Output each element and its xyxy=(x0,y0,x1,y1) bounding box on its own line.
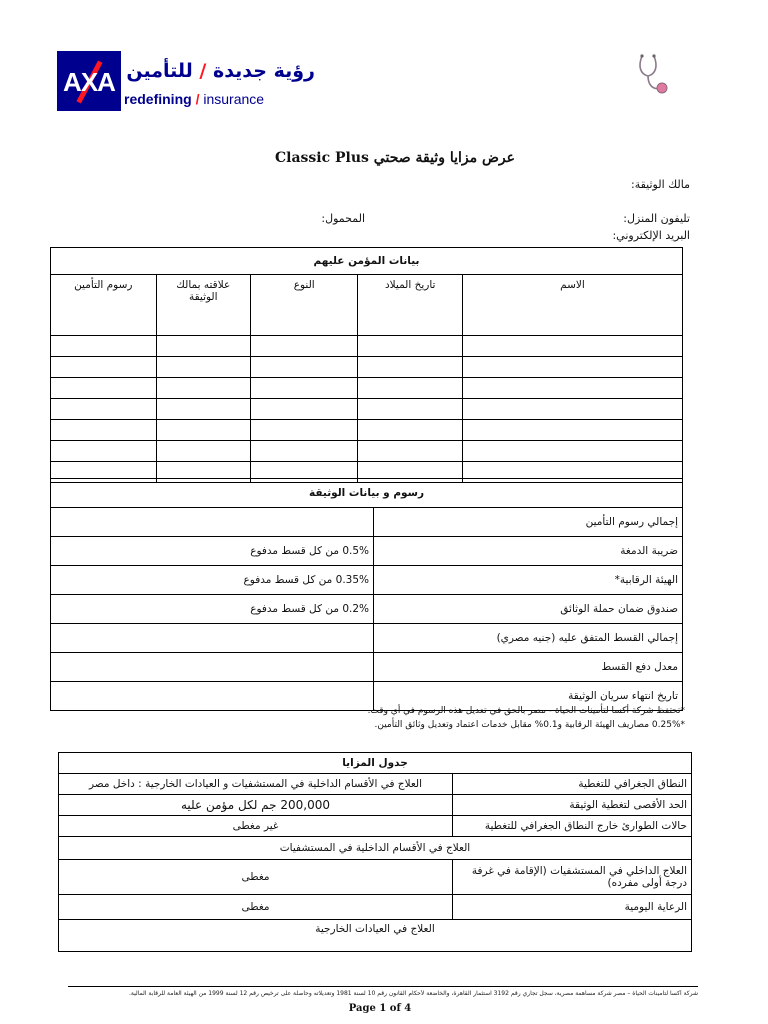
inpatient-section: العلاج في الأقسام الداخلية في المستشفيات xyxy=(59,837,692,860)
insured-table-title: بيانات المؤمن عليهم xyxy=(51,248,683,275)
table-row xyxy=(51,566,683,595)
benefits-table xyxy=(58,752,692,952)
table-row xyxy=(59,816,692,837)
table-row xyxy=(59,860,692,895)
benefit-label: الرعاية اليومية xyxy=(453,895,692,920)
col-dob: تاريخ الميلاد xyxy=(358,275,462,336)
outpatient-section: العلاج في العيادات الخارجية xyxy=(59,920,692,952)
benefit-value: 200,000 جم لكل مؤمن عليه xyxy=(59,795,453,816)
home-phone-label: تليفون المنزل: xyxy=(623,212,690,225)
benefit-value: مغطى xyxy=(59,860,453,895)
benefit-value: مغطى xyxy=(59,895,453,920)
table-row xyxy=(51,508,683,537)
table-row xyxy=(51,420,683,441)
benefit-label: العلاج الداخلي في المستشفيات (الإقامة في غرفة درجة أولى مفرده) xyxy=(453,860,692,895)
table-row xyxy=(51,357,683,378)
table-row xyxy=(51,653,683,682)
fee-value: 0.2% من كل قسط مدفوع xyxy=(51,595,374,624)
slogan-en-part2: insurance xyxy=(203,91,265,107)
benefit-value: غير مغطى xyxy=(59,816,453,837)
fee-value[interactable] xyxy=(51,653,374,682)
fee-label: صندوق ضمان حملة الوثائق xyxy=(374,595,683,624)
footer-divider xyxy=(68,986,698,987)
document-title: عرض مزايا وثيقة صحتي Classic Plus xyxy=(275,150,515,166)
slogan-ar-part1: رؤية جديدة xyxy=(212,60,315,82)
slogan-ar-part2: للتأمين xyxy=(126,60,193,82)
fees-note-1: *تحتفظ شركة أكسا لتأمينات الحياة - مصر بالحق في تعديل هذه الرسوم في أي وقت. xyxy=(367,706,685,716)
benefit-value: العلاج في الأقسام الداخلية في المستشفيات و العيادات الخارجية : داخل مصر xyxy=(59,774,453,795)
slogan-en-part1: redefining xyxy=(124,91,192,107)
fee-label: تاريخ انتهاء سريان الوثيقة xyxy=(374,682,683,711)
fees-note-2: *0.25% مصاريف الهيئة الرقابية و0.1% مقابل خدمات اعتماد وتعديل وثائق التأمين. xyxy=(374,720,685,730)
fee-label: معدل دفع القسط xyxy=(374,653,683,682)
table-row xyxy=(51,624,683,653)
slogan-slash: / xyxy=(199,60,207,82)
fee-label: إجمالي القسط المتفق عليه (جنيه مصري) xyxy=(374,624,683,653)
table-row xyxy=(59,795,692,816)
table-row xyxy=(51,336,683,357)
table-row xyxy=(51,537,683,566)
owner-label: مالك الوثيقة: xyxy=(630,178,690,191)
benefit-label: حالات الطوارئ خارج النطاق الجغرافي للتغطية xyxy=(453,816,692,837)
fee-value[interactable] xyxy=(51,508,374,537)
table-row xyxy=(51,441,683,462)
table-row xyxy=(51,595,683,624)
fee-label: إجمالي رسوم التأمين xyxy=(374,508,683,537)
benefits-table-title: جدول المزايا xyxy=(59,753,692,774)
footer-legal: شركة أكسا لتأمينات الحياة – مصر شركة مساهمة مصرية، سجل تجاري رقم 3192 استثمار القاهرة، والخاضعة لأحكام القانون رقم 10 لسنة 1981 وتعديلاته وحاصلة على ترخيص رقم 12 لسنة 1999 من الهيئة العامة للرقابة المالية. xyxy=(128,990,698,997)
benefit-label: الحد الأقصى لتغطية الوثيقة xyxy=(453,795,692,816)
slogan-arabic xyxy=(125,60,315,82)
axa-logo xyxy=(57,51,121,111)
stethoscope-icon xyxy=(634,52,674,98)
fees-table xyxy=(50,478,683,711)
insured-table xyxy=(50,247,683,483)
fees-table-title: رسوم و بيانات الوثيقة xyxy=(51,479,683,508)
fee-label: ضريبة الدمغة xyxy=(374,537,683,566)
fee-value: 0.35% من كل قسط مدفوع xyxy=(51,566,374,595)
fee-value: 0.5% من كل قسط مدفوع xyxy=(51,537,374,566)
col-name: الاسم xyxy=(462,275,682,336)
col-gender: النوع xyxy=(250,275,358,336)
fee-label: الهيئة الرقابية* xyxy=(374,566,683,595)
table-row xyxy=(59,895,692,920)
col-premium: رسوم التأمين xyxy=(51,275,157,336)
table-row xyxy=(51,378,683,399)
col-relation: علاقته بمالك الوثيقة xyxy=(156,275,250,336)
fee-value[interactable] xyxy=(51,624,374,653)
slogan-slash-en: / xyxy=(195,91,200,107)
table-row xyxy=(51,399,683,420)
email-label: البريد الإلكتروني: xyxy=(612,229,690,242)
table-row xyxy=(59,774,692,795)
mobile-label: المحمول: xyxy=(321,212,365,225)
benefit-label: النطاق الجغرافي للتغطية xyxy=(453,774,692,795)
slogan-english xyxy=(124,91,264,107)
page-number: Page 1 of 4 xyxy=(348,1003,412,1014)
logo-text: AXA xyxy=(63,67,115,97)
